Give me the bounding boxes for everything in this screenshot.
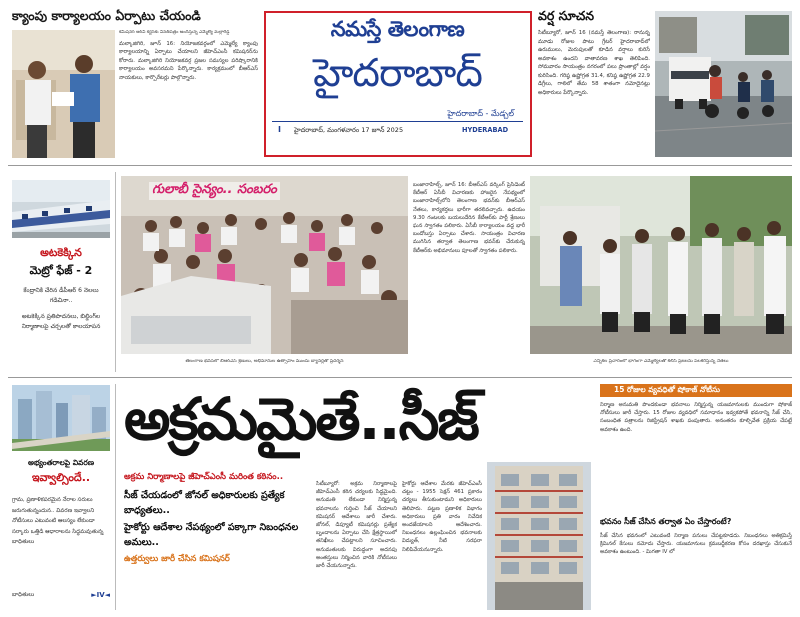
sidebar-headline1: అభ్యంతరాలపై వివరణ [27,458,95,467]
masthead-page-no: I [278,125,281,134]
metro-story [12,180,110,372]
sidebar-photo [12,385,110,451]
left-top-photo [12,30,115,158]
masthead-edition: HYDERABAD [462,126,509,134]
right-photo-story [530,176,792,372]
metro-body1: కేంద్రానికి చేరిన డీపీఆర్ 6 నెలలు గడిచినా.. [23,287,99,304]
main-decks [124,470,310,610]
main-body1: సిటీబ్యూరో: అక్రమ నిర్మాణాలపై జీహెచ్‌ఎంసీ కఠిన చర్యలకు సిద్ధమైంది. అనుమతి లేకుండా నిర్మిస్తున్న భవనాలను గుర్తించి సీజ్ చేయాలని కమిషనర్ ఆదేశాలు జారీ చేశారు. జోనల్, డిప్యూటీ కమిషనర్లు ప్రత్యేక బృందాలను ఏర్పాటు చేసి క్షేత్రస్థాయిలో తనిఖీలు చేపట్టాలని సూచించారు. అనుమతులకు విరుద్ధంగా అదనపు అంతస్తులు నిర్మించిన వారికి నోటీసులు జారీ చేయనున్నారు. [316,481,397,570]
right-col-bar: 15 రోజుల వ్యవధితో షోకాజ్ నోటీసు [600,384,792,397]
sidebar-story [12,385,110,610]
left-top-headline: క్యాంపు కార్యాలయం ఏర్పాటు చేయండి [12,8,201,23]
right-photo-caption: ఎన్నికల ప్రచారంలో భాగంగా ఎమ్మెల్యేలతో కలిసి ప్రజలను పలకరిస్తున్న నేతలు [593,359,729,364]
sidebar-headline2: ఇవ్వాల్సిందే.. [31,471,91,484]
right-photo [530,176,792,354]
pink-headline: గులాబీ సైన్యం.. సంబరం [149,182,280,200]
masthead [264,11,532,157]
main-deck1: సీజ్ చేయడంలో జోనల్ అధికారులకు ప్రత్యేక బాధ్యతలు.. [124,490,285,516]
pink-photo [121,176,408,354]
left-top-body: మల్కాజిగిరి, జూన్ 16: నియోజకవర్గంలో ఎమ్మెల్యే క్యాంపు కార్యాలయాన్ని ఏర్పాటు చేయాలని జీహెచ్‌ఎంసీ కమిషనర్‌ను కోరారు. మల్కాజిగిరి నియోజకవర్గ ప్రజల సమస్యల పరిష్కారానికి కార్యాలయం అవసరమని పేర్కొన్నారు. కార్యక్రమంలో బీఆర్‌ఎస్ నాయకులు, కార్పొరేటర్లు పాల్గొన్నారు. [119,41,258,81]
mid-story-body: బంజారాహిల్స్, జూన్ 16: బీఆర్‌ఎస్ వర్కింగ్ ప్రెసిడెంట్ కేటీఆర్ ఏసీబీ విచారణకు హాజరైన నేపథ్యంలో బంజారాహిల్స్‌లోని తెలంగాణ భవన్‌కు బీఆర్‌ఎస్ నేతలు, కార్యకర్తలు భారీగా తరలివచ్చారు. ఉదయం 9.30 గంటలకు బయలుదేరిన కేటీఆర్‌కు పార్టీ శ్రేణులు ఘన స్వాగతం పలికారు. ఏసీబీ కార్యాలయం వద్ద భారీ బందోబస్తు ఏర్పాటు చేశారు. సాయంత్రం విచారణ ముగిసిన తర్వాత తెలంగాణ భవన్‌కు చేరుకున్న కేటీఆర్‌కు అభిమానులు పూలతో స్వాగతం పలికారు. [413,182,525,254]
weather-story [538,8,792,158]
main-deck3: ఉత్తర్వులు జారీ చేసిన కమిషనర్ [124,554,230,564]
left-top-caption: కమిషనర్ ఆర్‌వీ కర్ణన్‌కు వినతిపత్రం అందిస్తున్న ఎమ్మెల్యే మల్లారెడ్డి [119,30,230,35]
masthead-date-line: హైదరాబాద్, మంగళవారం 17 జూన్ 2025 [294,126,404,134]
left-top-story [12,8,258,158]
main-body2: హైకోర్టు ఆదేశాల మేరకు జీహెచ్‌ఎంసీ చట్టం - 1955 సెక్షన్ 461 ప్రకారం చర్యలు తీసుకుంటామని అధికారులు తెలిపారు. పట్టణ ప్రణాళిక విభాగం అధికారులు ప్రతి వారం నివేదిక అందజేయాలని ఆదేశించారు. నిబంధనలు ఉల్లంఘించిన భవనాలకు విద్యుత్, నీటి సరఫరా నిలిపివేయనున్నారు. [402,481,482,553]
main-kicker: అక్రమ నిర్మాణాలపై జీహెచ్‌ఎంసీ మరింత కఠినం.. [124,472,284,482]
sidebar-body: గ్రామ, ప్రణాళికపరమైన నేరాల సరులు జరుగుతున్నందున.. వివరణ ఇవ్వాలని నోటీసులు ఎటువంటి ఆలస్యం లేకుండా సర్కారు ఒత్తిడి ఆధారాలను సిద్ధమవుతున్న బాధితులు [12,497,104,545]
right-col-body1: నిర్మాణ అనుమతి పొందకుండా భవనాలు నిర్మిస్తున్న యజమానులకు ముందుగా షోకాజ్ నోటీసులు జారీ చేస్తారు. 15 రోజుల వ్యవధిలో సమాధానం ఇవ్వకపోతే భవనాన్ని సీజ్ చేసి, సంబంధిత పత్రాలను రిజిస్ట్రేషన్ శాఖకు పంపుతారు. అనంతరం కూల్చివేత ప్రక్రియ చేపట్టే అవకాశం ఉంది. [600,402,792,433]
right-col-story [600,384,792,610]
weather-headline: వర్ష సూచన [538,8,595,23]
masthead-subtitle: హైదరాబాద్ - మేడ్చల్ [447,109,514,118]
right-col-body2: సీజ్ చేసిన భవనంలో ఎటువంటి నిర్మాణ పనులు చేపట్టకూడదు. నిబంధనలు అతిక్రమిస్తే క్రిమినల్ కేసులు నమోదు చేస్తారు. యజమానులు క్రమబద్ధీకరణ కోసం దరఖాస్తు చేసుకునే అవకాశం ఉంటుంది. - మిగతా IV లో [600,533,792,556]
masthead-tagline: నమస్తే తెలంగాణ [330,17,465,41]
metro-photo [12,180,110,238]
metro-headline1: అటకెక్కిన [40,246,82,259]
weather-photo [655,11,792,157]
sidebar-footer: బాధితులు [12,592,35,598]
masthead-title: హైదరాబాద్ [313,51,482,96]
right-col-sub: భవనం సీజ్ చేసిన తర్వాత ఏం చేస్తారంటే? [600,517,732,526]
metro-body2: అటకెక్కిన ప్రతిపాదనలు, బిల్డింగ్‌ల నిర్మాణాలపై చర్చలతో కాలయాపన [21,313,101,330]
sidebar-badge: ►IV◄ [91,591,110,599]
main-deck2: హైకోర్టు ఆదేశాల నేపథ్యంలో పక్కాగా నిబంధనల అమలు.. [124,522,299,548]
metro-headline2: మెట్రో ఫేజ్ - 2 [29,264,93,277]
main-headline: అక్రమమైతే..సీజ్ [124,385,478,453]
pink-story [121,176,408,372]
weather-body: సిటీబ్యూరో, జూన్ 16 (నమస్తే తెలంగాణ): రానున్న మూడు రోజుల పాటు గ్రేటర్ హైదరాబాద్‌లో ఉరుములు, మెరుపులతో కూడిన వర్షాలు కురిసే అవకాశం ఉందని వాతావరణ శాఖ తెలిపింది. సోమవారం సాయంత్రం నగరంలో పలు ప్రాంతాల్లో వర్షం కురిసింది. గరిష్ఠ ఉష్ణోగ్రత 31.4, కనిష్ఠ ఉష్ణోగ్రత 22.9 డిగ్రీలు, గాలిలో తేమ 58 శాతంగా నమోదైనట్లు అధికారులు పేర్కొన్నారు. [538,30,650,96]
main-building-photo [487,462,591,610]
pink-caption: తెలంగాణ భవన్‌లో బీఆర్‌ఎస్ శ్రేణులు, అభిమానుల ఉత్సాహం ముందు బ్యానర్లతో ప్రదర్శన [185,359,344,364]
